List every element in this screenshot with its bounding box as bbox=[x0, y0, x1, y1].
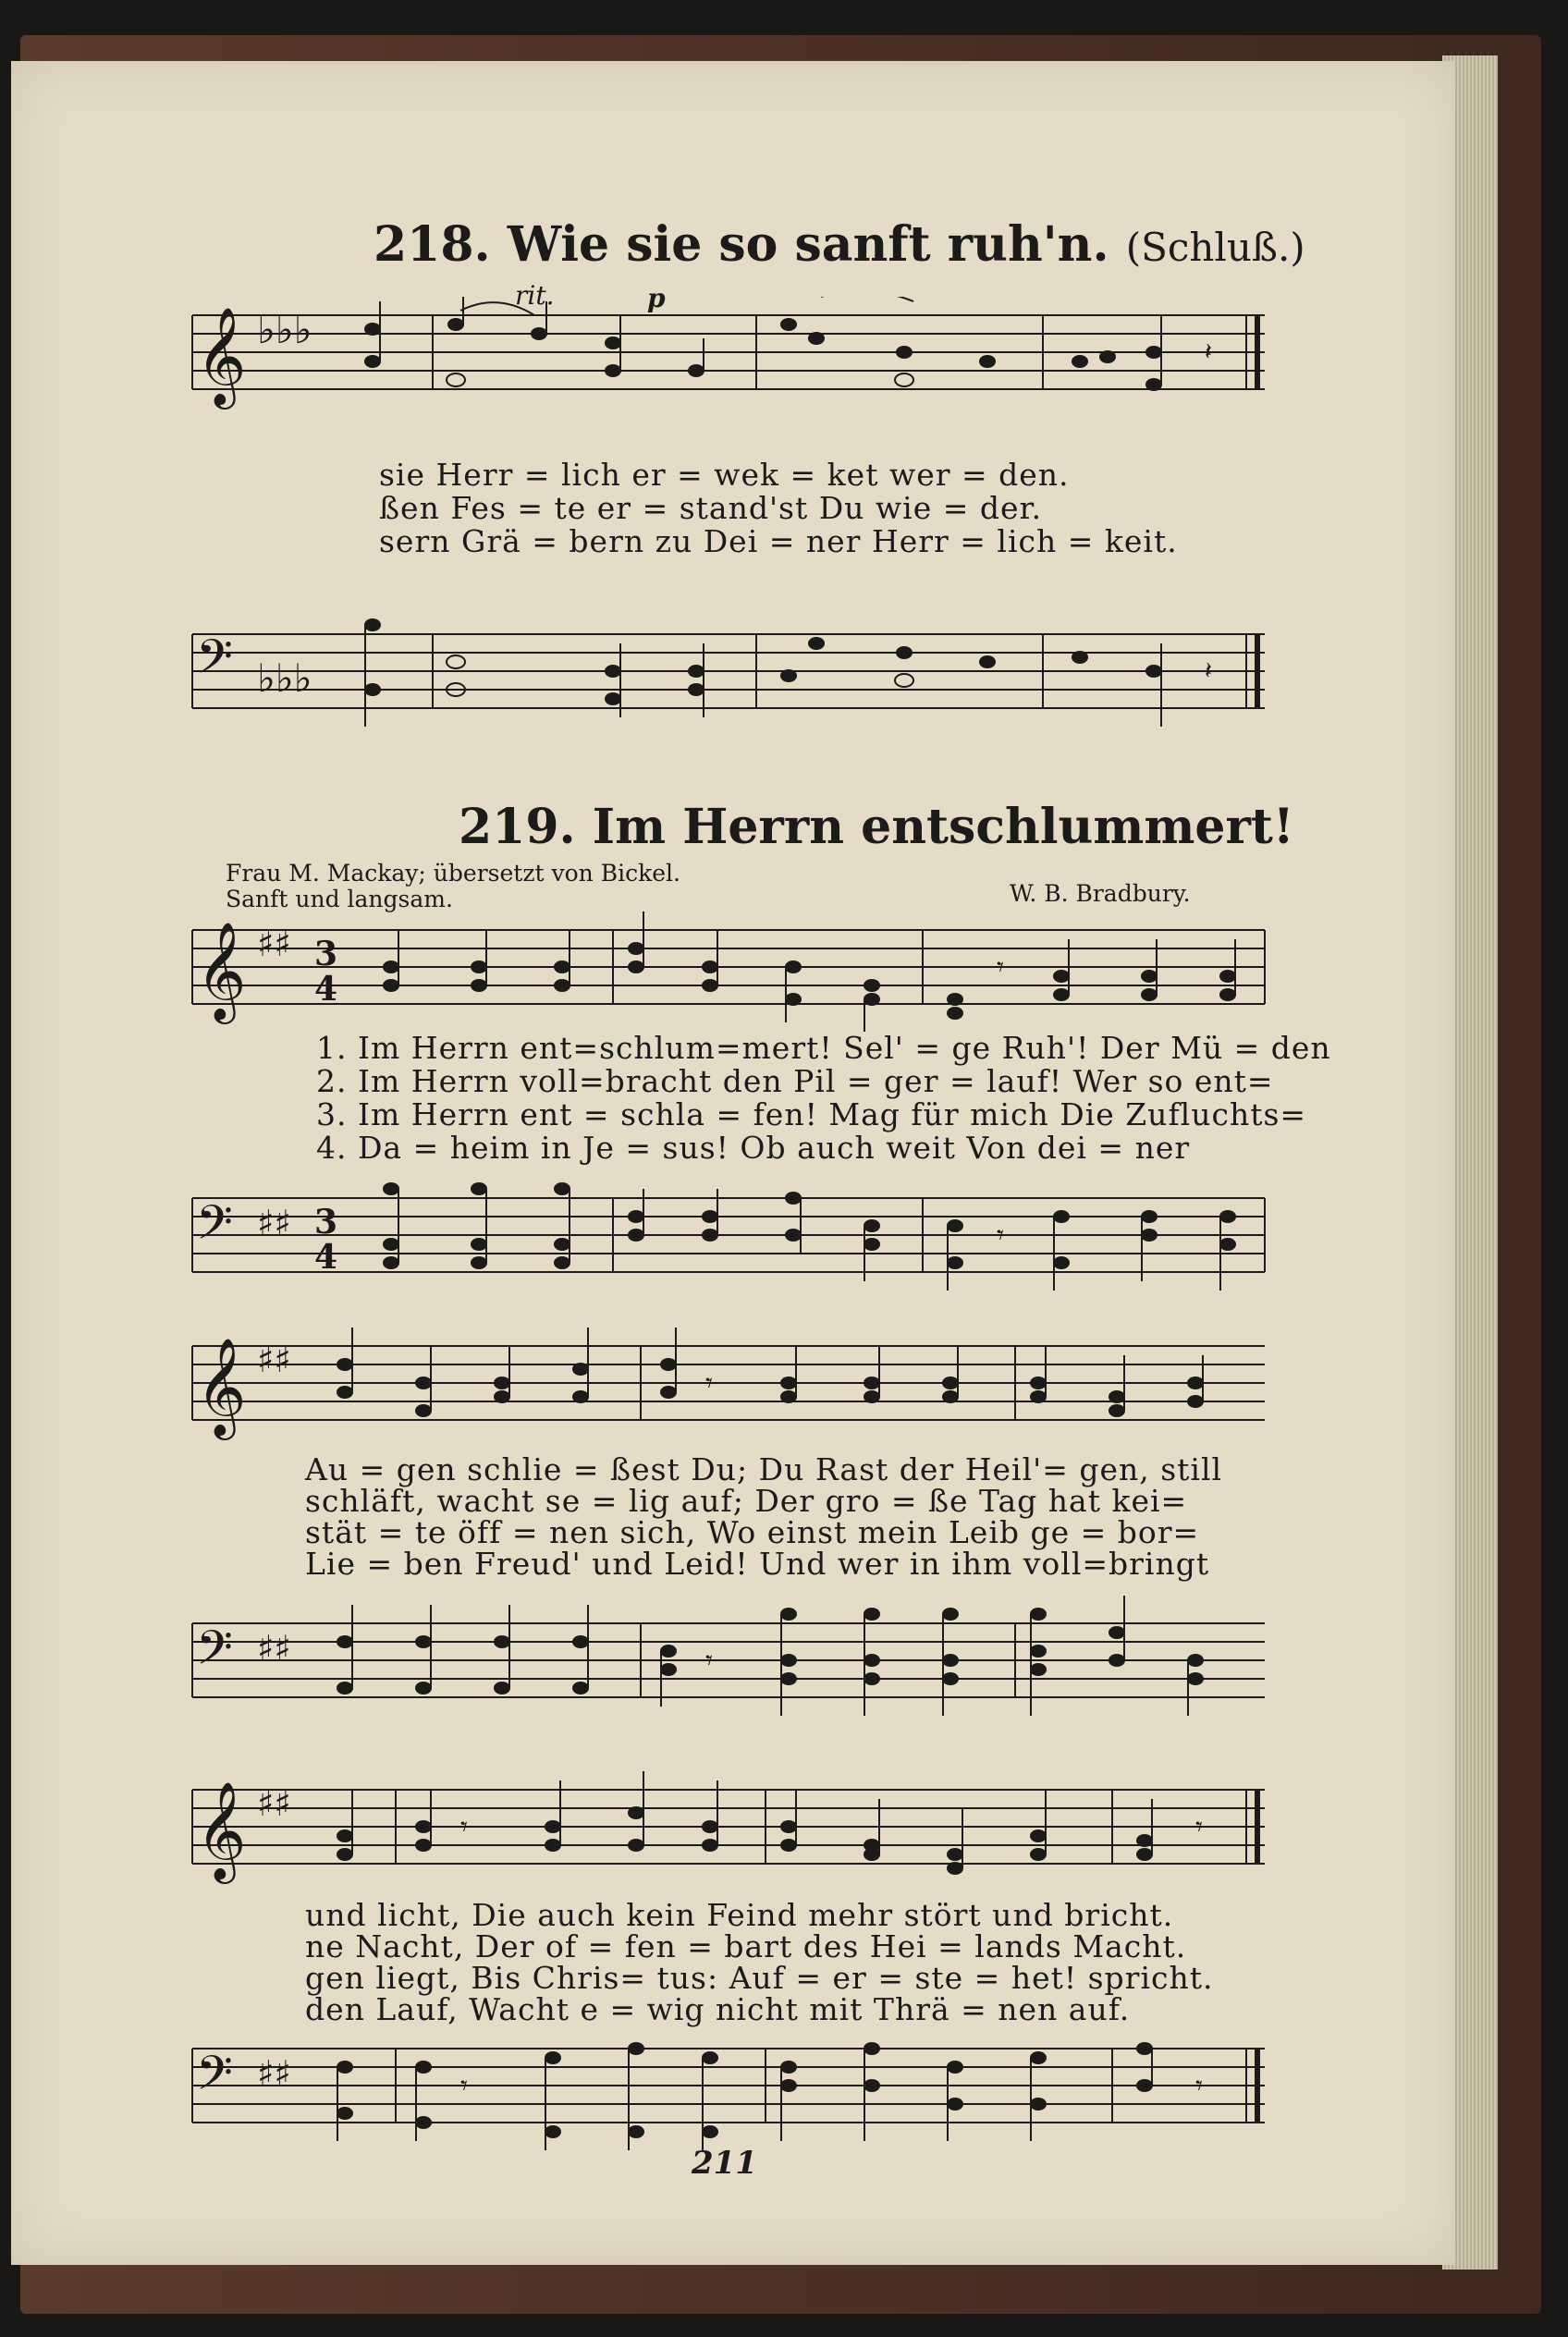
hymn-218-note: (Schluß.) bbox=[1125, 225, 1305, 270]
hymn-219-author: Frau M. Mackay; übersetzt von Bickel. bbox=[226, 860, 680, 887]
svg-text:𝄢: 𝄢 bbox=[196, 1194, 233, 1262]
hymn-218-heading bbox=[374, 216, 1305, 273]
hymn-219-title: Im Herrn entschlummert! bbox=[592, 799, 1294, 855]
hymn-219-s2-lyric-3: stät = te öff = nen sich, Wo einst mein Leib ge = bor= bbox=[305, 1514, 1200, 1550]
hymn-218-bass-staff bbox=[183, 616, 1283, 727]
hymn-219-tempo: Sanft und langsam. bbox=[226, 886, 453, 912]
svg-text:𝄾: 𝄾 bbox=[460, 1811, 468, 1843]
svg-text:♭♭♭: ♭♭♭ bbox=[257, 655, 312, 701]
svg-text:𝄽: 𝄽 bbox=[1205, 338, 1212, 366]
svg-text:𝄾: 𝄾 bbox=[460, 2070, 468, 2102]
svg-text:𝄞: 𝄞 bbox=[196, 921, 247, 1020]
page-number: 211 bbox=[692, 2145, 757, 2182]
hymn-219-system-1-bass bbox=[183, 1170, 1283, 1291]
svg-text:𝄾: 𝄾 bbox=[1195, 1811, 1203, 1843]
hymn-219-system-3-bass bbox=[183, 2030, 1283, 2160]
svg-text:𝄢: 𝄢 bbox=[196, 1620, 233, 1687]
svg-text:𝄢: 𝄢 bbox=[196, 629, 233, 696]
svg-text:𝄾: 𝄾 bbox=[997, 1219, 1004, 1252]
hymn-219-s1-lyric-1: 1. Im Herrn ent=schlum=mert! Sel' = ge Ruh'! Der Mü = den bbox=[316, 1030, 1331, 1066]
svg-text:4: 4 bbox=[314, 970, 338, 1009]
hymn-218-lyric-1: sie Herr = lich er = wek = ket wer = den. bbox=[379, 457, 1070, 493]
svg-text:𝄾: 𝄾 bbox=[705, 1367, 713, 1400]
dynamic-marking: p bbox=[647, 283, 666, 313]
svg-text:4: 4 bbox=[314, 1238, 338, 1277]
svg-text:♯♯: ♯♯ bbox=[257, 924, 291, 964]
hymnal-page bbox=[11, 61, 1455, 2265]
hymn-219-s3-lyric-2: ne Nacht, Der of = fen = bart des Hei = lands Macht. bbox=[305, 1928, 1187, 1964]
hymn-219-s1-lyric-4: 4. Da = heim in Je = sus! Ob auch weit Von dei = ner bbox=[316, 1130, 1191, 1166]
hymn-219-s3-lyric-1: und licht, Die auch kein Feind mehr stört und bricht. bbox=[305, 1897, 1174, 1933]
hymn-219-s3-lyric-3: gen liegt, Bis Chris= tus: Auf = er = ste = het! spricht. bbox=[305, 1960, 1214, 1996]
svg-text:𝄾: 𝄾 bbox=[705, 1645, 713, 1677]
hymn-219-s1-lyric-2: 2. Im Herrn voll=bracht den Pil = ger = lauf! Wer so ent= bbox=[316, 1063, 1274, 1099]
hymn-218-lyric-2: ßen Fes = te er = stand'st Du wie = der. bbox=[379, 490, 1043, 526]
hymn-219-system-2-treble bbox=[183, 1328, 1283, 1448]
svg-text:𝄾: 𝄾 bbox=[997, 951, 1004, 984]
svg-text:♭♭♭: ♭♭♭ bbox=[257, 307, 312, 352]
svg-text:♯♯: ♯♯ bbox=[257, 2053, 291, 2094]
hymn-218-number: 218. bbox=[374, 216, 491, 273]
svg-text:♯♯: ♯♯ bbox=[257, 1628, 291, 1669]
svg-text:𝄞: 𝄞 bbox=[196, 1337, 247, 1436]
rit-marking: rit. bbox=[515, 280, 555, 311]
hymn-218-treble-staff bbox=[183, 297, 1283, 417]
svg-text:3: 3 bbox=[314, 1203, 338, 1242]
svg-text:♯♯: ♯♯ bbox=[257, 1203, 291, 1243]
svg-text:𝄾: 𝄾 bbox=[1195, 2070, 1203, 2102]
hymn-219-s2-lyric-2: schläft, wacht se = lig auf; Der gro = ße Tag hat kei= bbox=[305, 1483, 1188, 1519]
hymn-218-lyric-3: sern Grä = bern zu Dei = ner Herr = lich = keit. bbox=[379, 523, 1178, 559]
hymn-219-composer: W. B. Bradbury. bbox=[1010, 880, 1191, 907]
hymn-218-title: Wie sie so sanft ruh'n. bbox=[507, 216, 1109, 273]
hymn-219-s3-lyric-4: den Lauf, Wacht e = wig nicht mit Thrä = nen auf. bbox=[305, 1991, 1131, 2027]
hymn-219-system-3-treble bbox=[183, 1771, 1283, 1891]
svg-text:𝄞: 𝄞 bbox=[196, 1780, 247, 1879]
svg-text:♯♯: ♯♯ bbox=[257, 1783, 291, 1824]
hymn-219-s2-lyric-1: Au = gen schlie = ßest Du; Du Rast der Heil'= gen, still bbox=[305, 1451, 1223, 1487]
hymn-219-system-2-bass bbox=[183, 1586, 1283, 1716]
svg-text:𝄞: 𝄞 bbox=[196, 306, 247, 405]
svg-text:𝄽: 𝄽 bbox=[1205, 657, 1212, 685]
svg-text:𝄢: 𝄢 bbox=[196, 2045, 233, 2112]
hymn-219-s2-lyric-4: Lie = ben Freud' und Leid! Und wer in ihm voll=bringt bbox=[305, 1546, 1210, 1582]
hymn-219-heading bbox=[459, 799, 1294, 855]
hymn-219-s1-lyric-3: 3. Im Herrn ent = schla = fen! Mag für mich Die Zufluchts= bbox=[316, 1096, 1307, 1132]
hymn-219-number: 219. bbox=[459, 799, 576, 855]
hymn-219-system-1-treble bbox=[183, 912, 1283, 1032]
svg-text:♯♯: ♯♯ bbox=[257, 1340, 291, 1380]
svg-text:3: 3 bbox=[314, 935, 338, 973]
